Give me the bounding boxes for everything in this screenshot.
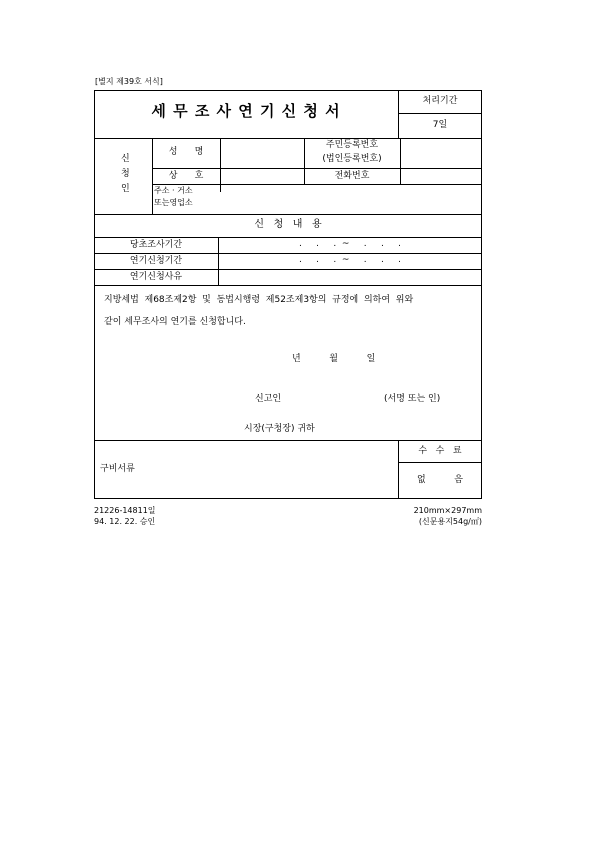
original-audit-period-label: 당초조사기간 (129, 240, 183, 250)
details-header: 신 청 내 용 (254, 219, 322, 230)
trade-name-field[interactable] (221, 169, 303, 183)
divider (398, 462, 482, 463)
signer-label: 신고인 (255, 394, 282, 404)
divider (94, 285, 482, 286)
divider (94, 253, 482, 254)
statement-line-2: 같이 세무조사의 연기를 신청합니다. (104, 317, 246, 327)
divider (94, 237, 482, 238)
processing-period-value: 7일 (432, 120, 448, 130)
signature-hint: (서명 또는 인) (384, 394, 441, 404)
phone-label: 전화번호 (334, 171, 370, 181)
name-field[interactable] (221, 139, 303, 168)
form-title: 세 무 조 사 연 기 신 청 서 (151, 102, 341, 120)
statement-line-1: 지방세법 제68조제2항 및 동법시행령 제52조제3항의 규정에 의하여 위와 (104, 295, 414, 305)
fee-value: 없 음 (417, 475, 463, 485)
approval-date: 94. 12. 22. 승인 (94, 517, 156, 526)
original-audit-period-value[interactable]: . . . ~ . . . (299, 239, 401, 249)
processing-period-label: 처리기간 (422, 96, 458, 106)
applicant-section-label-3: 인 (121, 184, 130, 194)
corporate-registration-number-label: (법인등록번호) (322, 154, 382, 164)
address-label-2: 또는영업소 (154, 198, 193, 207)
form-code: 21226-14811일 (94, 506, 156, 515)
required-documents-label: 구비서류 (100, 464, 135, 474)
postponement-period-label: 연기신청기간 (129, 256, 183, 266)
applicant-section-label-2: 청 (121, 169, 130, 179)
paper-size: 210mm×297mm (413, 506, 482, 515)
divider (94, 440, 482, 441)
postponement-period-value[interactable]: . . . ~ . . . (299, 255, 401, 265)
addressee: 시장(구청장) 귀하 (244, 424, 315, 434)
registration-number-label: 주민등록번호 (325, 140, 379, 150)
paper-type: (신문용지54g/㎡) (418, 517, 482, 526)
divider (94, 214, 482, 215)
divider (398, 113, 482, 114)
address-field[interactable] (221, 185, 481, 213)
form-reference: [별지 제39호 서식] (95, 77, 163, 86)
address-label-1: 주소 · 거소 (154, 186, 193, 195)
phone-field[interactable] (401, 169, 481, 183)
postponement-reason-field[interactable] (219, 270, 481, 284)
name-label: 성 명 (168, 147, 204, 157)
trade-name-label: 상 호 (168, 171, 204, 181)
date-line[interactable]: 년 월 일 (292, 354, 376, 364)
registration-number-field[interactable] (401, 139, 481, 168)
applicant-section-label-1: 신 (121, 154, 130, 164)
fee-label: 수 수 료 (418, 446, 462, 456)
postponement-reason-label: 연기신청사유 (129, 272, 183, 282)
